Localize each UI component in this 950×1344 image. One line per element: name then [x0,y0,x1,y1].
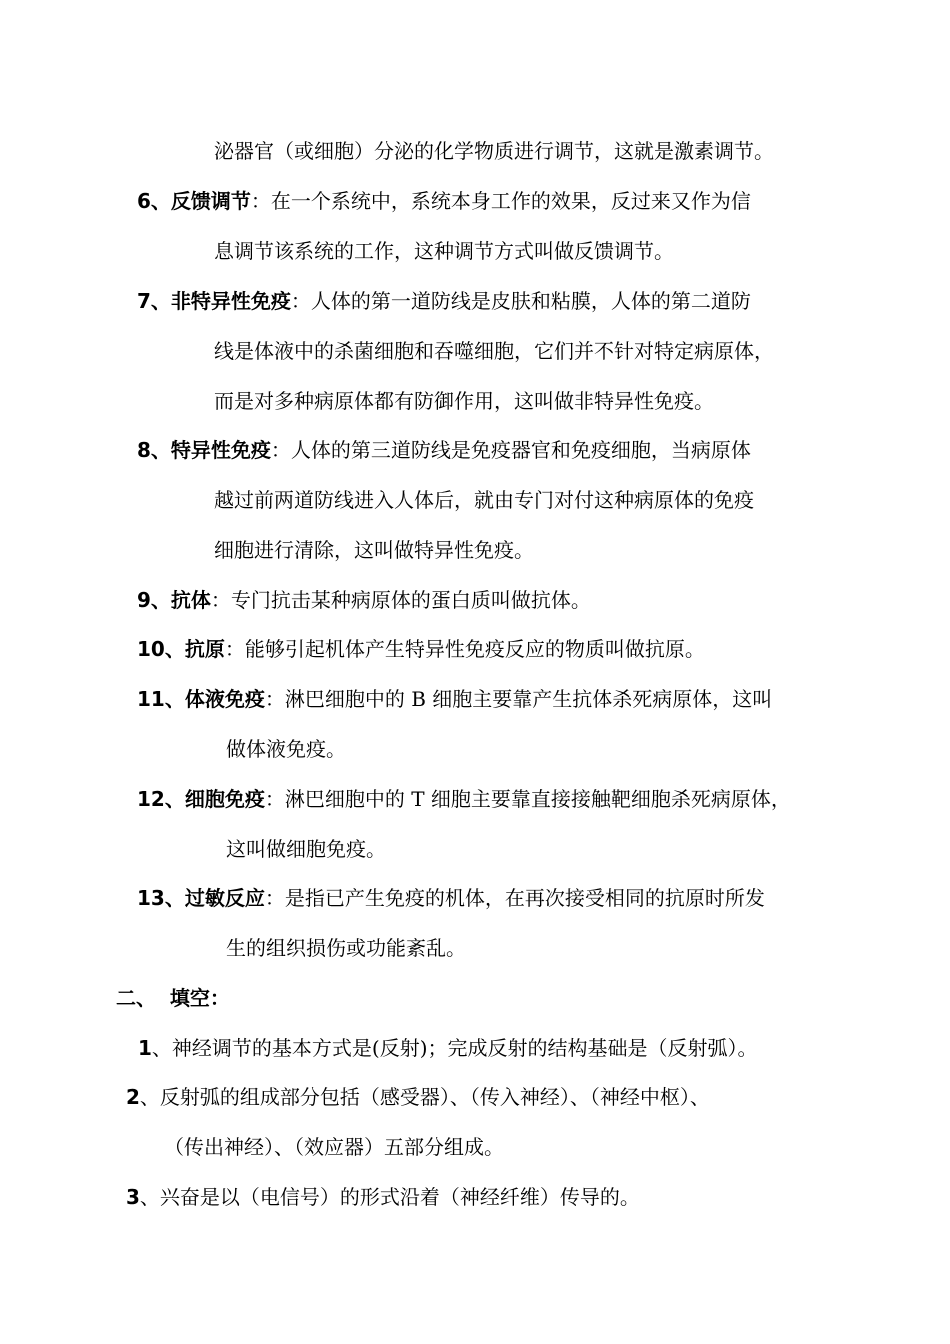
term-11-sep: ： [264,687,285,711]
term-7-line1: 人体的第一道防线是皮肤和粘膜，人体的第二道防 [310,289,751,313]
term-8-label: 8、特异性免疫 [137,438,271,462]
term-12-line1: 淋巴细胞中的 T 细胞主要靠直接接触靶细胞杀死病原体， [284,787,791,811]
question-1-number: 1 [138,1036,152,1060]
term-6-label: 6、反馈调节 [137,189,251,213]
term-7-label: 7、非特异性免疫 [137,289,291,313]
term-9 [137,587,591,613]
section-2-heading: 二、 填空： [116,986,230,1010]
term-11 [137,686,772,712]
term-13-label: 13、过敏反应 [137,886,265,910]
question-2 [126,1084,710,1110]
term-5-continuation: 泌器官（或细胞）分泌的化学物质进行调节，这就是激素调节。 [214,139,774,163]
term-6-line2: 息调节该系统的工作，这种调节方式叫做反馈调节。 [214,239,674,263]
term-7-line3: 而是对多种病原体都有防御作用，这叫做非特异性免疫。 [214,389,714,413]
term-6-sep: ： [250,189,271,213]
term-12-label: 12、细胞免疫 [137,787,265,811]
term-8-line2: 越过前两道防线进入人体后，就由专门对付这种病原体的免疫 [214,488,754,512]
term-9-label: 9、抗体 [137,588,211,612]
term-8-sep: ： [270,438,291,462]
question-2-line2: （传出神经）、（效应器）五部分组成。 [164,1135,504,1159]
term-13-line2: 生的组织损伤或功能紊乱。 [226,936,466,960]
term-10-sep: ： [224,637,245,661]
term-10 [137,636,705,662]
term-12 [137,786,791,812]
question-2-line1: 、反射弧的组成部分包括（感受器）、（传入神经）、（神经中枢）、 [139,1085,710,1109]
question-3-number: 3 [126,1185,140,1209]
term-13 [137,885,765,911]
term-11-line2: 做体液免疫。 [226,737,346,761]
term-7-sep: ： [290,289,311,313]
term-11-label: 11、体液免疫 [137,687,265,711]
term-12-sep: ： [264,787,285,811]
question-1 [138,1035,758,1061]
question-3 [126,1184,640,1210]
question-1-text: 、神经调节的基本方式是(反射)；完成反射的结构基础是（反射弧）。 [151,1036,758,1060]
term-10-line1: 能够引起机体产生特异性免疫反应的物质叫做抗原。 [244,637,705,661]
question-3-text: 、兴奋是以（电信号）的形式沿着（神经纤维）传导的。 [139,1185,640,1209]
term-11-line1: 淋巴细胞中的 B 细胞主要靠产生抗体杀死病原体，这叫 [284,687,773,711]
term-12-line2: 这叫做细胞免疫。 [226,837,386,861]
term-9-line1: 专门抗击某种病原体的蛋白质叫做抗体。 [230,588,591,612]
question-2-number: 2 [126,1085,140,1109]
term-6-line1: 在一个系统中，系统本身工作的效果，反过来又作为信 [270,189,751,213]
term-13-sep: ： [264,886,285,910]
term-8-line1: 人体的第三道防线是免疫器官和免疫细胞，当病原体 [290,438,751,462]
term-13-line1: 是指已产生免疫的机体，在再次接受相同的抗原时所发 [284,886,765,910]
term-7 [137,288,751,314]
term-7-line2: 线是体液中的杀菌细胞和吞噬细胞，它们并不针对特定病原体， [214,339,774,363]
term-9-sep: ： [210,588,231,612]
term-10-label: 10、抗原 [137,637,225,661]
term-6 [137,188,751,214]
term-8 [137,437,751,463]
term-8-line3: 细胞进行清除，这叫做特异性免疫。 [214,538,534,562]
